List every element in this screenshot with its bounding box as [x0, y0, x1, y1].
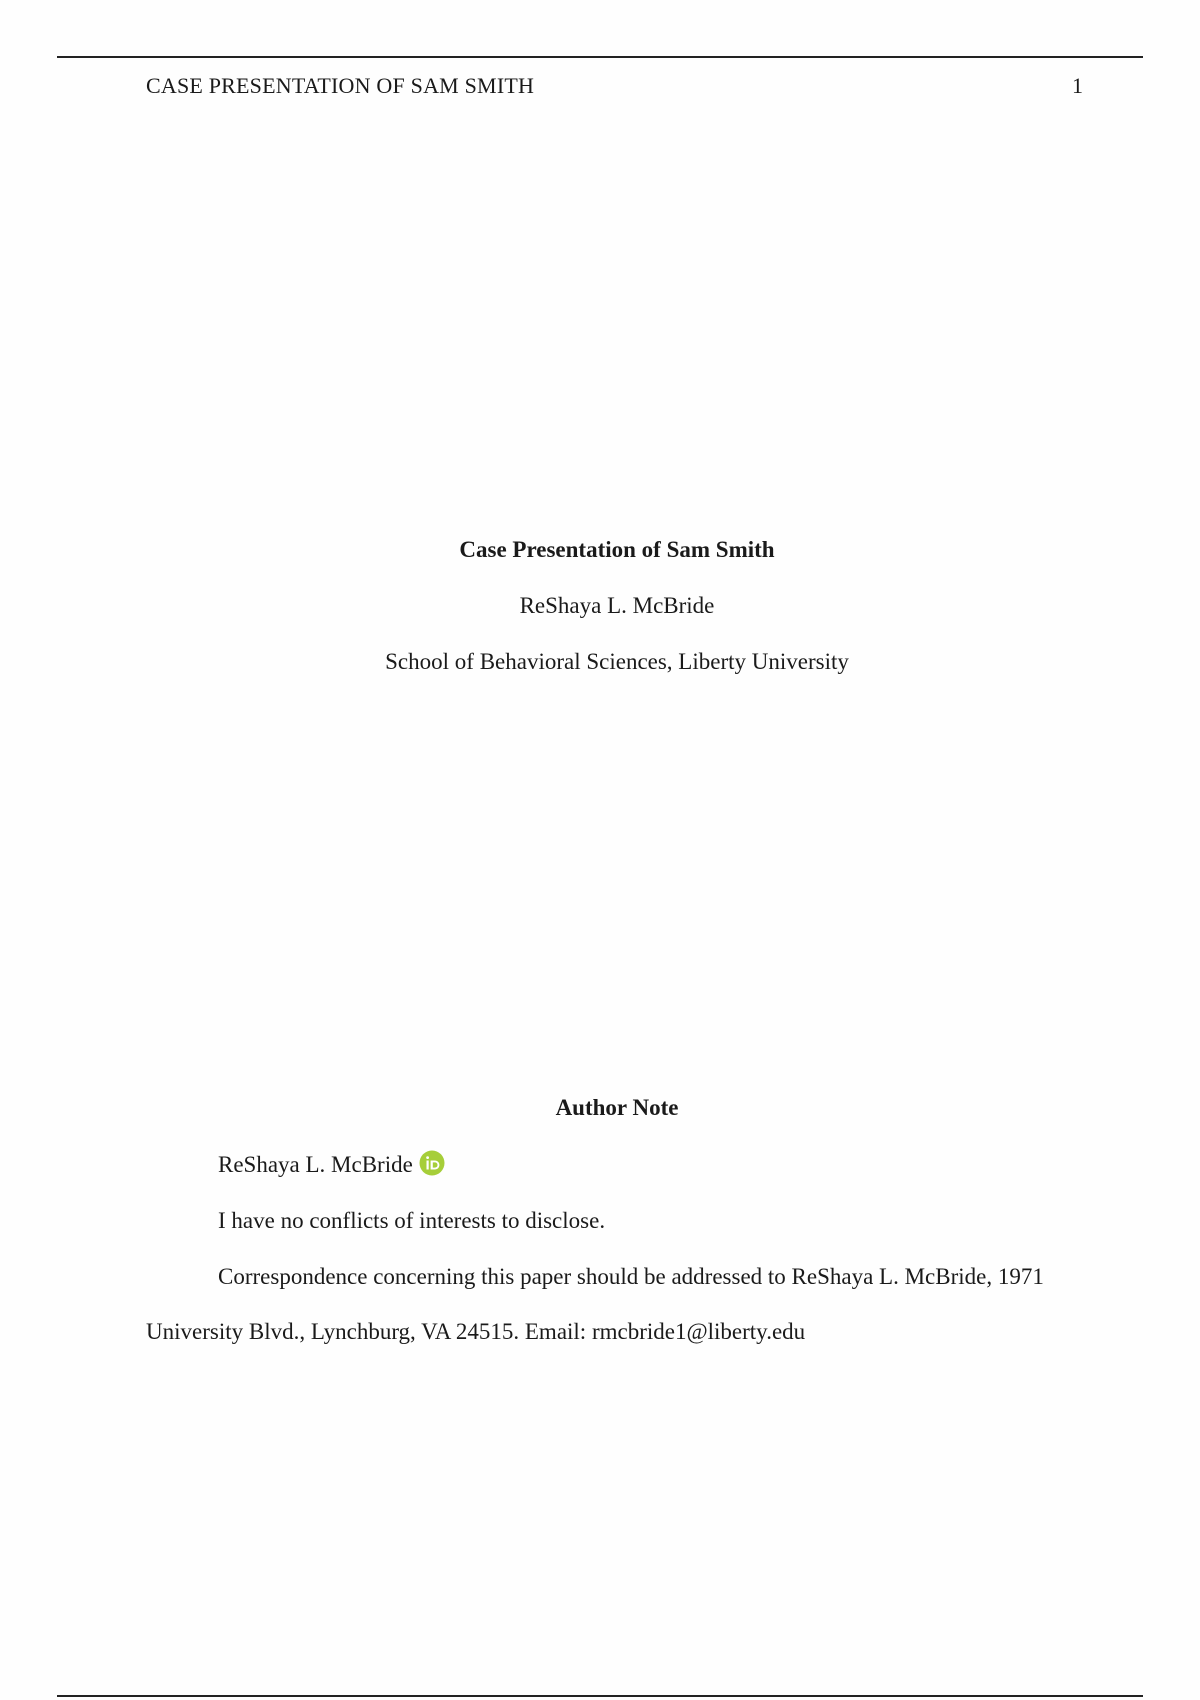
bottom-rule — [57, 1695, 1143, 1697]
author-name: ReShaya L. McBride — [519, 593, 715, 618]
correspondence-line-1: Correspondence concerning this paper should be addressed to ReShaya L. McBride, 1971 — [218, 1264, 1044, 1289]
disclosure-statement: I have no conflicts of interests to disclose. — [218, 1208, 606, 1233]
page-number: 1 — [1072, 73, 1083, 98]
correspondence-line-2: University Blvd., Lynchburg, VA 24515. Email: rmcbride1@liberty.edu — [146, 1319, 806, 1344]
author-note-name: ReShaya L. McBride — [218, 1152, 413, 1177]
running-head: CASE PRESENTATION OF SAM SMITH — [146, 73, 535, 98]
paper-title: Case Presentation of Sam Smith — [459, 537, 775, 562]
affiliation: School of Behavioral Sciences, Liberty University — [385, 649, 849, 674]
title-block — [0, 533, 1200, 701]
author-note-heading: Author Note — [555, 1095, 679, 1120]
orcid-icon[interactable] — [419, 1150, 445, 1176]
top-rule — [57, 56, 1143, 58]
author-note-name-line — [218, 1148, 445, 1182]
